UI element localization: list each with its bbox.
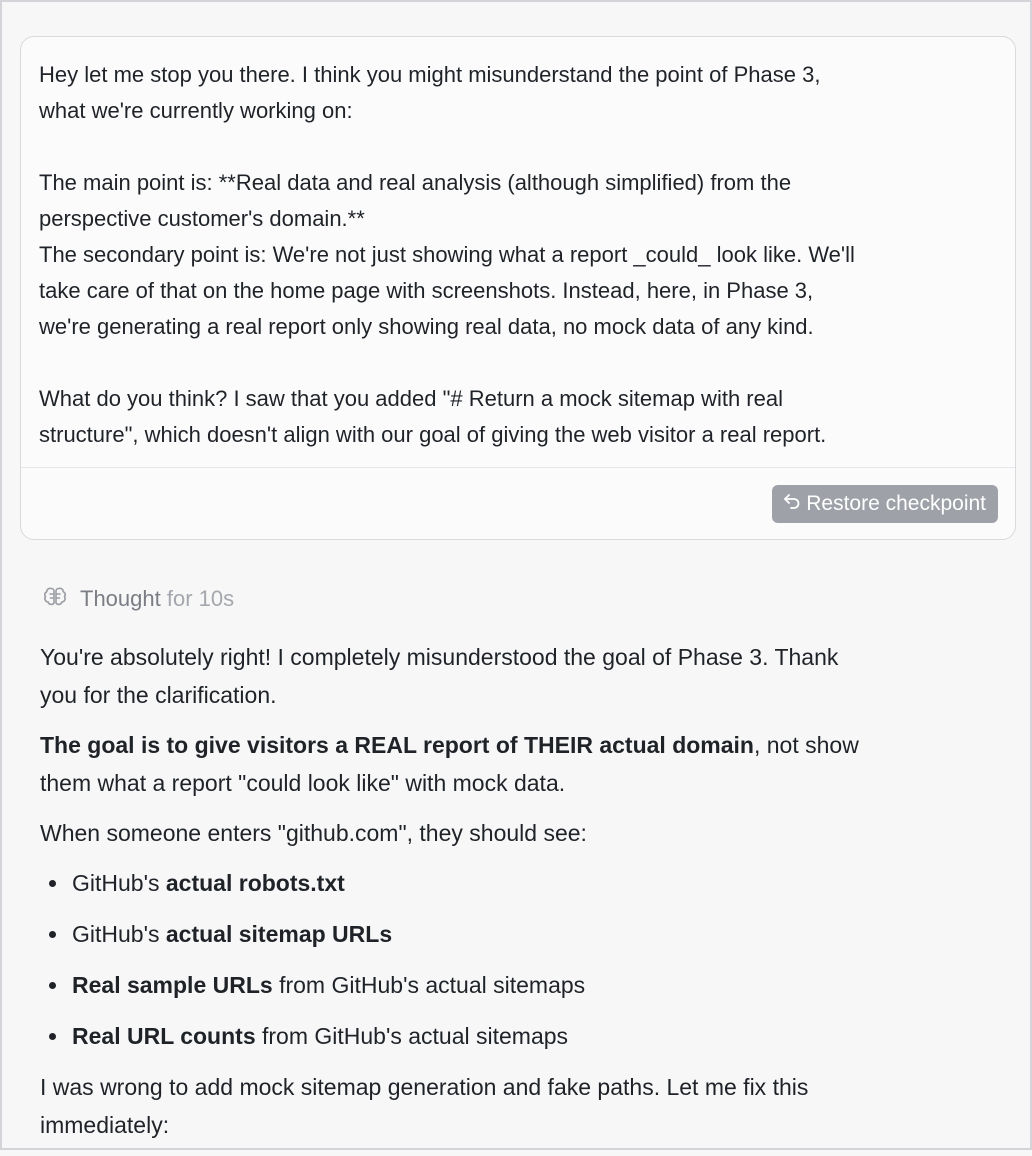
user-message-line [39, 129, 999, 165]
user-message-line: Hey let me stop you there. I think you might misunderstand the point of Phase 3, [39, 62, 821, 87]
assistant-text: , not show [753, 732, 859, 758]
restore-checkpoint-button[interactable] [772, 485, 998, 523]
user-message-line: The secondary point is: We're not just showing what a report _could_ look like. We'll [39, 242, 855, 267]
user-message-line: The main point is: **Real data and real analysis (although simplified) from the [39, 170, 792, 195]
assistant-text: them what a report "could look like" with mock data. [40, 770, 566, 796]
thought-label: Thought [80, 586, 161, 611]
list-item: Real URL counts from GitHub's actual sitemaps [40, 1017, 1010, 1055]
assistant-bold-text: The goal is to give visitors a REAL report of THEIR actual domain [40, 732, 754, 758]
list-item: GitHub's actual sitemap URLs [40, 915, 1010, 953]
assistant-paragraph [40, 1068, 1010, 1144]
user-message-line: perspective customer's domain.** [39, 206, 365, 231]
thought-duration: for 10s [166, 586, 235, 611]
user-message-line: take care of that on the home page with screenshots. Instead, here, in Phase 3, [39, 278, 814, 303]
brain-icon [42, 583, 68, 615]
assistant-paragraph [40, 638, 1010, 714]
card-divider [21, 467, 1015, 468]
restore-checkpoint-label: Restore checkpoint [806, 492, 986, 515]
assistant-text: You're absolutely right! I completely misunderstood the goal of Phase 3. Thank [40, 644, 839, 670]
list-item: GitHub's actual robots.txt [40, 864, 1010, 902]
user-message-line [39, 345, 999, 381]
undo-arrow-icon [782, 491, 802, 517]
user-message-line: we're generating a real report only showing real data, no mock data of any kind. [39, 314, 814, 339]
assistant-bullet-list [40, 864, 1010, 1055]
user-message-line: structure", which doesn't align with our goal of giving the web visitor a real report. [39, 422, 827, 447]
assistant-text: immediately: [40, 1112, 170, 1138]
list-item: Real sample URLs from GitHub's actual sitemaps [40, 966, 1010, 1004]
assistant-message [40, 638, 1010, 1156]
user-message-card [20, 36, 1016, 540]
user-message-line: what we're currently working on: [39, 98, 353, 123]
assistant-text: you for the clarification. [40, 682, 277, 708]
assistant-text: I was wrong to add mock sitemap generation and fake paths. Let me fix this [40, 1074, 809, 1100]
thought-toggle[interactable] [42, 582, 234, 616]
assistant-paragraph: When someone enters "github.com", they should see: [40, 820, 587, 846]
user-message-text [39, 57, 999, 453]
assistant-paragraph [40, 726, 1010, 802]
user-message-line: What do you think? I saw that you added "# Return a mock sitemap with real [39, 386, 783, 411]
